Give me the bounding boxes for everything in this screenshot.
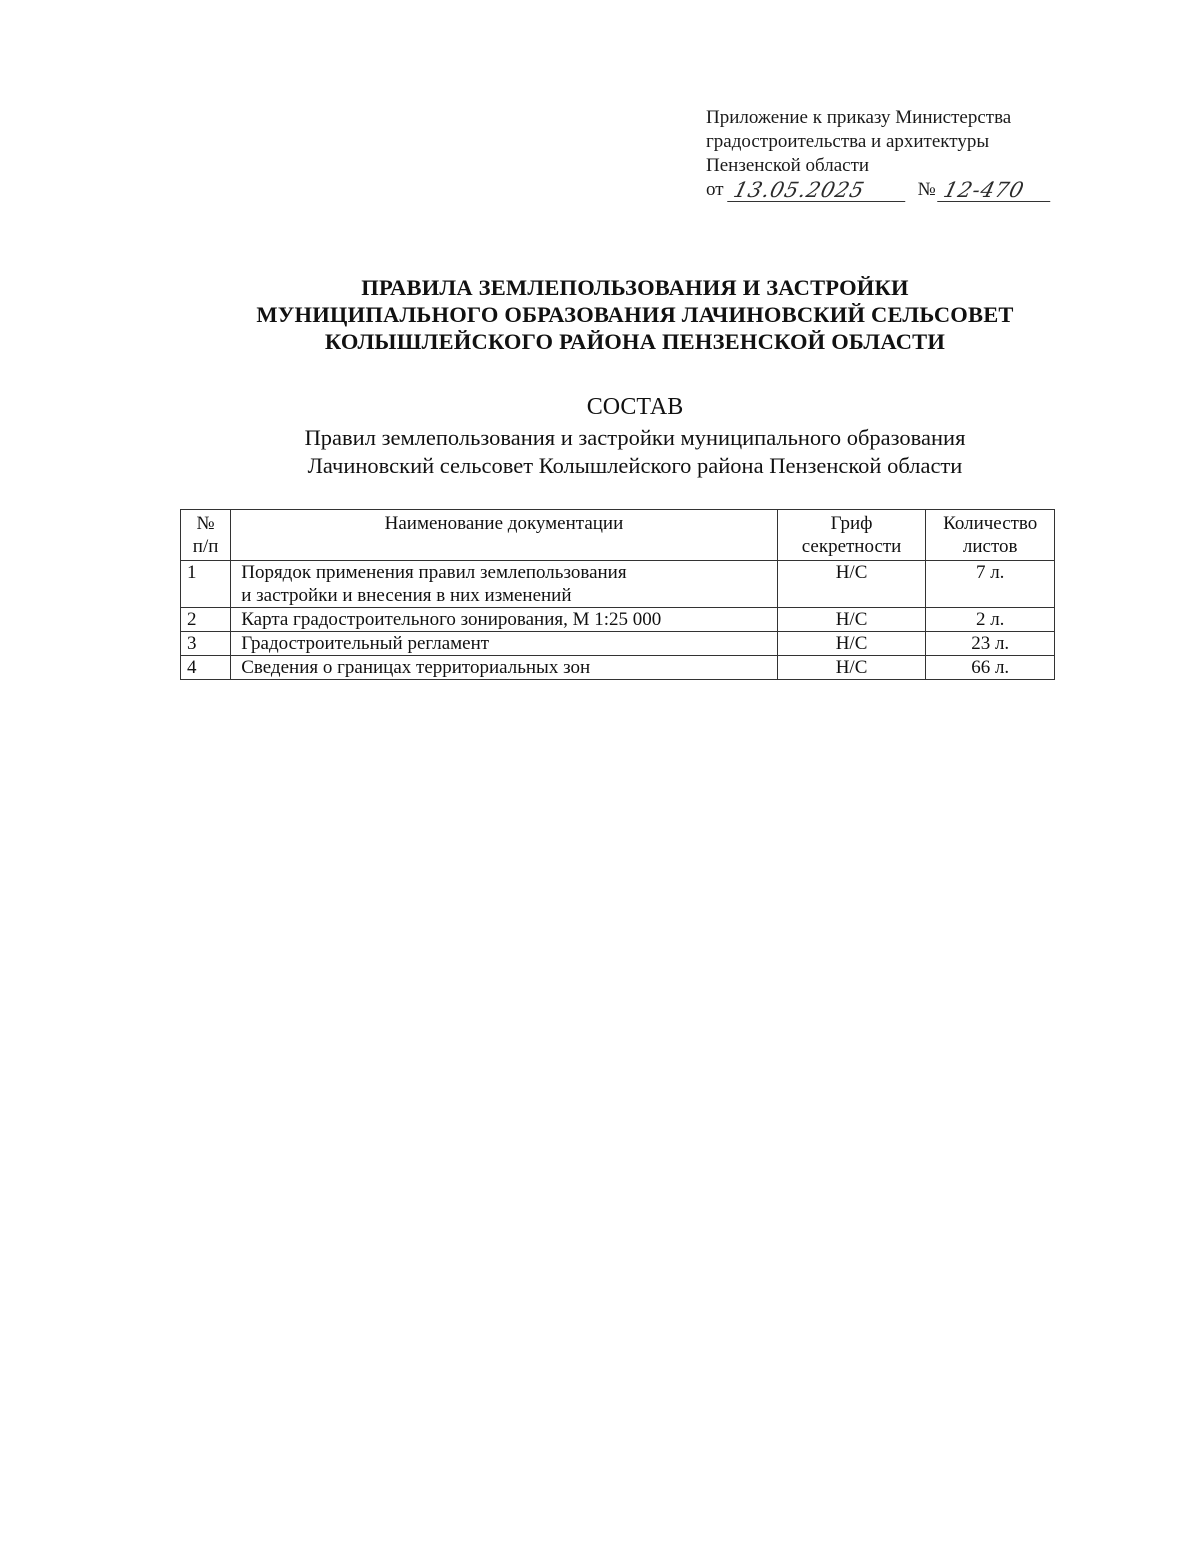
table-header-row <box>181 510 1055 561</box>
table-row <box>181 561 1055 608</box>
row-name <box>231 561 778 608</box>
appendix-line-1: Приложение к приказу Министерства <box>706 107 1012 128</box>
row-name-line-2: и застройки и внесения в них изменений <box>241 585 572 606</box>
subtitle-line-1: Правил землепользования и застройки муниципального образования <box>304 425 966 450</box>
row-grif: Н/С <box>777 608 926 632</box>
row-name: Сведения о границах территориальных зон <box>231 656 778 680</box>
header-num-line-1: № <box>196 513 215 534</box>
title-line-3: КОЛЫШЛЕЙСКОГО РАЙОНА ПЕНЗЕНСКОЙ ОБЛАСТИ <box>324 329 946 354</box>
row-name: Градостроительный регламент <box>231 632 778 656</box>
document-title <box>100 274 1170 355</box>
handwritten-order-number: 12-470 <box>937 179 1056 202</box>
header-count-line-1: Количество <box>943 513 1038 534</box>
header-grif-line-2: секретности <box>801 536 902 557</box>
row-num: 3 <box>181 632 231 656</box>
row-count: 66 л. <box>926 656 1055 680</box>
table-row <box>181 632 1055 656</box>
row-name: Карта градостроительного зонирования, М 1:25 000 <box>231 608 778 632</box>
header-num-line-2: п/п <box>192 536 219 557</box>
table-row <box>181 608 1055 632</box>
row-count: 23 л. <box>926 632 1055 656</box>
subtitle-line-2: Лачиновский сельсовет Колышлейского района Пензенской области <box>307 453 963 478</box>
row-grif: Н/С <box>777 561 926 608</box>
order-date-number-row <box>706 178 1106 202</box>
sostav-heading: СОСТАВ <box>586 394 684 420</box>
row-num: 4 <box>181 656 231 680</box>
appendix-header <box>706 106 1106 202</box>
table-row <box>181 656 1055 680</box>
header-grif-line-1: Гриф <box>830 513 873 534</box>
appendix-line-2: градостроительства и архитектуры <box>706 131 990 152</box>
number-sign: № <box>917 179 936 200</box>
handwritten-date: 13.05.2025 <box>727 179 911 202</box>
composition-table <box>180 509 1055 680</box>
title-line-2: МУНИЦИПАЛЬНОГО ОБРАЗОВАНИЯ ЛАЧИНОВСКИЙ СЕЛЬСОВЕТ <box>256 302 1014 327</box>
row-grif: Н/С <box>777 656 926 680</box>
row-grif: Н/С <box>777 632 926 656</box>
header-count <box>926 510 1055 561</box>
appendix-line-3: Пензенской области <box>706 155 870 176</box>
row-num: 2 <box>181 608 231 632</box>
header-grif <box>777 510 926 561</box>
title-line-1: ПРАВИЛА ЗЕМЛЕПОЛЬЗОВАНИЯ И ЗАСТРОЙКИ <box>361 275 909 300</box>
header-name: Наименование документации <box>231 510 778 561</box>
row-count: 7 л. <box>926 561 1055 608</box>
date-prefix: от <box>706 179 724 200</box>
row-num: 1 <box>181 561 231 608</box>
sostav-subtitle <box>100 424 1170 480</box>
header-num <box>181 510 231 561</box>
header-count-line-2: листов <box>962 536 1018 557</box>
row-name-line-1: Порядок применения правил землепользования <box>241 562 627 583</box>
row-count: 2 л. <box>926 608 1055 632</box>
